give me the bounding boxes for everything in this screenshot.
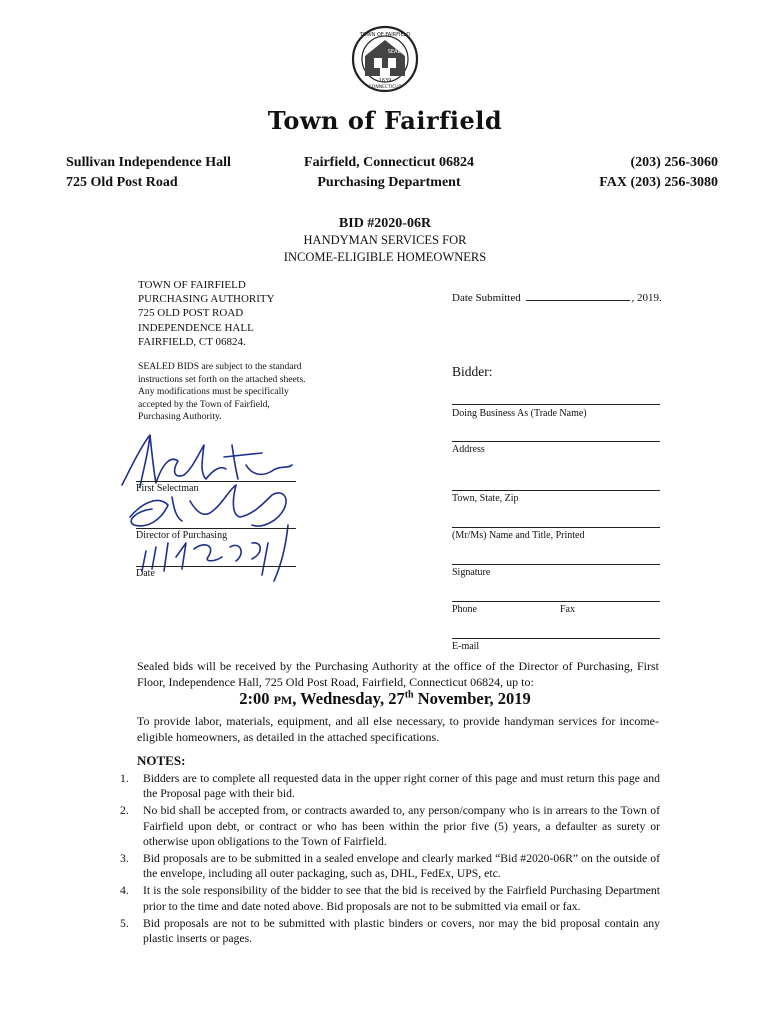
svg-text:CONNECTICUT: CONNECTICUT — [368, 85, 402, 90]
note-item — [120, 916, 660, 946]
date-submitted — [452, 292, 662, 304]
deadline-day: , Wednesday, 27 — [292, 689, 405, 708]
hall-name: Sullivan Independence Hall — [66, 155, 231, 170]
email-label: E-mail — [452, 641, 480, 652]
fax-label: Fax — [560, 604, 575, 615]
deadline-ordinal: th — [404, 689, 414, 701]
note-line: Purchasing Authority. — [138, 411, 222, 423]
department-name: Purchasing Department — [317, 175, 461, 190]
date-line — [136, 566, 296, 567]
city-state-zip: Fairfield, Connecticut 06824 — [304, 155, 474, 170]
bidder-label: Bidder: — [452, 364, 493, 379]
town-seal-logo — [350, 12, 420, 106]
note-number: 2. — [120, 804, 129, 818]
note-number: 1. — [120, 772, 129, 785]
header-phone — [590, 153, 718, 193]
phone-number: (203) 256-3060 — [630, 155, 718, 170]
note-text: It is the sole responsibility of the bidder to see that the bid is received by the Fairfield Purchasing Department prior to the time and date noted above. Bid proposals are not to be submitted via email or fax. — [143, 884, 660, 913]
deadline-rest: November, 2019 — [413, 689, 531, 708]
notes-list — [120, 771, 660, 948]
town-state-zip-label: Town, State, Zip — [452, 493, 519, 504]
town-title: Town of Fairfield — [267, 106, 503, 135]
address-block — [138, 278, 275, 349]
name-title-label: (Mr/Ms) Name and Title, Printed — [452, 530, 585, 541]
signature-field-line[interactable] — [452, 564, 660, 565]
note-text: Bid proposals are to be submitted in a sealed envelope and clearly marked “Bid #2020-06R” on the outside of the envelope, including all outer packaging, such as, DHL, FedEx, UPS, etc. — [143, 852, 660, 881]
date-label: Date — [136, 568, 155, 579]
note-number: 5. — [120, 916, 129, 930]
address-line: 725 OLD POST ROAD — [138, 307, 244, 320]
note-number: 4. — [120, 884, 129, 898]
bid-title — [0, 232, 770, 266]
note-line: accepted by the Town of Fairfield, — [138, 398, 270, 410]
svg-text:TOWN OF FAIRFIELD: TOWN OF FAIRFIELD — [359, 32, 411, 38]
director-line — [136, 528, 296, 529]
bid-title-line1: HANDYMAN SERVICES FOR — [303, 233, 467, 247]
note-item — [120, 803, 660, 849]
address-line: INDEPENDENCE HALL — [138, 321, 254, 334]
note-text: Bid proposals are not to be submitted with plastic binders or covers, nor may the bid proposal contain any plastic inserts or pages. — [143, 916, 660, 946]
address-line: TOWN OF FAIRFIELD — [138, 279, 246, 291]
address-line: PURCHASING AUTHORITY — [138, 293, 275, 306]
scope-paragraph: To provide labor, materials, equipment, and all else necessary, to provide handyman services for income-eligible homeowners, as detailed in the attached specifications. — [137, 714, 659, 744]
notes-heading: NOTES: — [137, 753, 186, 768]
svg-text:SEAL: SEAL — [387, 49, 401, 55]
sealed-bids-note — [138, 361, 338, 424]
note-text: Bidders are to complete all requested data in the upper right corner of this page and must return this page and the Proposal page with their bid. — [143, 772, 660, 801]
note-line: SEALED BIDS are subject to the standard — [138, 361, 302, 372]
dba-label: Doing Business As (Trade Name) — [452, 408, 587, 419]
note-text: No bid shall be accepted from, or contracts awarded to, any person/company who is in arrears to the Town of Fairfield upon debt, or contract or who has been within the prior five (5) years, a defaulter as surety or otherwise upon obligations to the Town of Fairfield. — [143, 804, 660, 848]
note-item — [120, 851, 660, 881]
dba-field-line[interactable] — [452, 404, 660, 405]
first-selectman-line — [136, 481, 296, 482]
date-submitted-blank[interactable] — [526, 300, 630, 301]
phone-fax-field-line[interactable] — [452, 601, 660, 602]
address-label: Address — [452, 444, 485, 455]
signature-label: Signature — [452, 567, 491, 578]
svg-text:1639: 1639 — [378, 78, 392, 84]
first-selectman-label: First Selectman — [136, 483, 199, 494]
bid-title-line2: INCOME-ELIGIBLE HOMEOWNERS — [283, 250, 487, 264]
phone-label: Phone — [452, 604, 477, 615]
note-item — [120, 883, 660, 913]
town-field-line[interactable] — [452, 490, 660, 491]
deadline — [0, 689, 770, 709]
deadline-ampm: PM — [273, 693, 293, 707]
name-field-line[interactable] — [452, 527, 660, 528]
street-address: 725 Old Post Road — [66, 175, 178, 190]
handwritten-signatures — [112, 425, 302, 585]
note-number: 3. — [120, 852, 129, 866]
deadline-time: 2:00 — [239, 689, 270, 708]
note-item — [120, 771, 660, 801]
date-submitted-year: , 2019. — [631, 292, 662, 304]
address-field-line[interactable] — [452, 441, 660, 442]
note-line: instructions set forth on the attached sheets. — [138, 373, 306, 385]
email-field-line[interactable] — [452, 638, 660, 639]
address-line: FAIRFIELD, CT 06824. — [138, 335, 246, 348]
fax-number: FAX (203) 256-3080 — [599, 175, 718, 190]
director-label: Director of Purchasing — [136, 530, 228, 541]
date-submitted-label: Date Submitted — [452, 292, 521, 304]
header-center — [300, 153, 478, 193]
note-line: Any modifications must be specifically — [138, 386, 289, 398]
header-address-left — [66, 153, 231, 193]
bid-number: BID #2020-06R — [338, 216, 432, 231]
intro-paragraph: Sealed bids will be received by the Purchasing Authority at the office of the Director of Purchasing, First Floor, Independence Hall, 725 Old Post Road, Fairfield, Connecticut 06824, up to: — [137, 659, 659, 689]
